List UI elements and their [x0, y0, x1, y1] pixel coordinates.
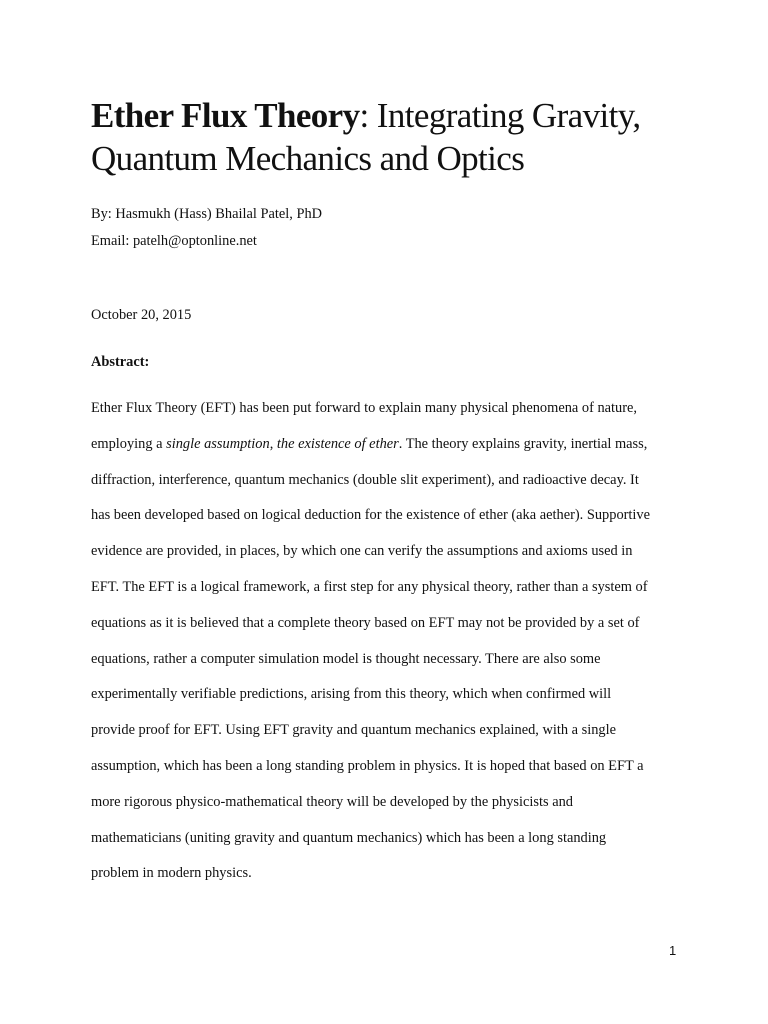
paper-title	[91, 94, 691, 180]
abstract-heading: Abstract:	[91, 354, 150, 370]
title-bold-part: Ether Flux Theory	[91, 96, 360, 135]
author-line: By: Hasmukh (Hass) Bhailal Patel, PhD	[91, 206, 323, 222]
title-line2: Quantum Mechanics and Optics	[91, 139, 525, 178]
abstract-line: has been developed based on logical deduction for the existence of ether (aka aether). Supportive	[91, 507, 651, 524]
abstract-line: experimentally verifiable predictions, arising from this theory, which when confirmed will	[91, 686, 612, 703]
abstract-line: equations as it is believed that a complete theory based on EFT may not be provided by a set of	[91, 614, 640, 631]
abstract-line: evidence are provided, in places, by which one can verify the assumptions and axioms used in	[91, 543, 633, 560]
abstract-italic-phrase: single assumption	[166, 435, 270, 452]
abstract-body	[91, 391, 681, 892]
abstract-line: assumption, which has been a long standing problem in physics. It is hoped that based on EFT a	[91, 757, 644, 774]
abstract-line: EFT. The EFT is a logical framework, a first step for any physical theory, rather than a system of	[91, 578, 648, 595]
abstract-line-text: . The theory explains gravity, inertial mass,	[398, 435, 648, 452]
page-number: 1	[669, 943, 677, 958]
abstract-line: mathematicians (uniting gravity and quantum mechanics) which has been a long standing	[91, 829, 607, 846]
abstract-line: equations, rather a computer simulation model is thought necessary. There are also some	[91, 650, 601, 667]
abstract-line-text: ,	[269, 435, 277, 452]
date-line: October 20, 2015	[91, 307, 192, 323]
abstract-line: problem in modern physics.	[91, 865, 252, 882]
abstract-line	[91, 427, 681, 463]
abstract-line: provide proof for EFT. Using EFT gravity and quantum mechanics explained, with a single	[91, 722, 617, 739]
abstract-italic-phrase: the existence of ether	[276, 435, 399, 452]
abstract-line: Ether Flux Theory (EFT) has been put forward to explain many physical phenomena of nature,	[91, 400, 638, 416]
abstract-line: more rigorous physico-mathematical theory will be developed by the physicists and	[91, 793, 573, 810]
email-line: Email: patelh@optonline.net	[91, 233, 257, 249]
abstract-line: diffraction, interference, quantum mechanics (double slit experiment), and radioactive decay. It	[91, 471, 639, 488]
abstract-line-text: employing a	[91, 435, 167, 452]
title-rest-line1: : Integrating Gravity,	[359, 96, 641, 135]
